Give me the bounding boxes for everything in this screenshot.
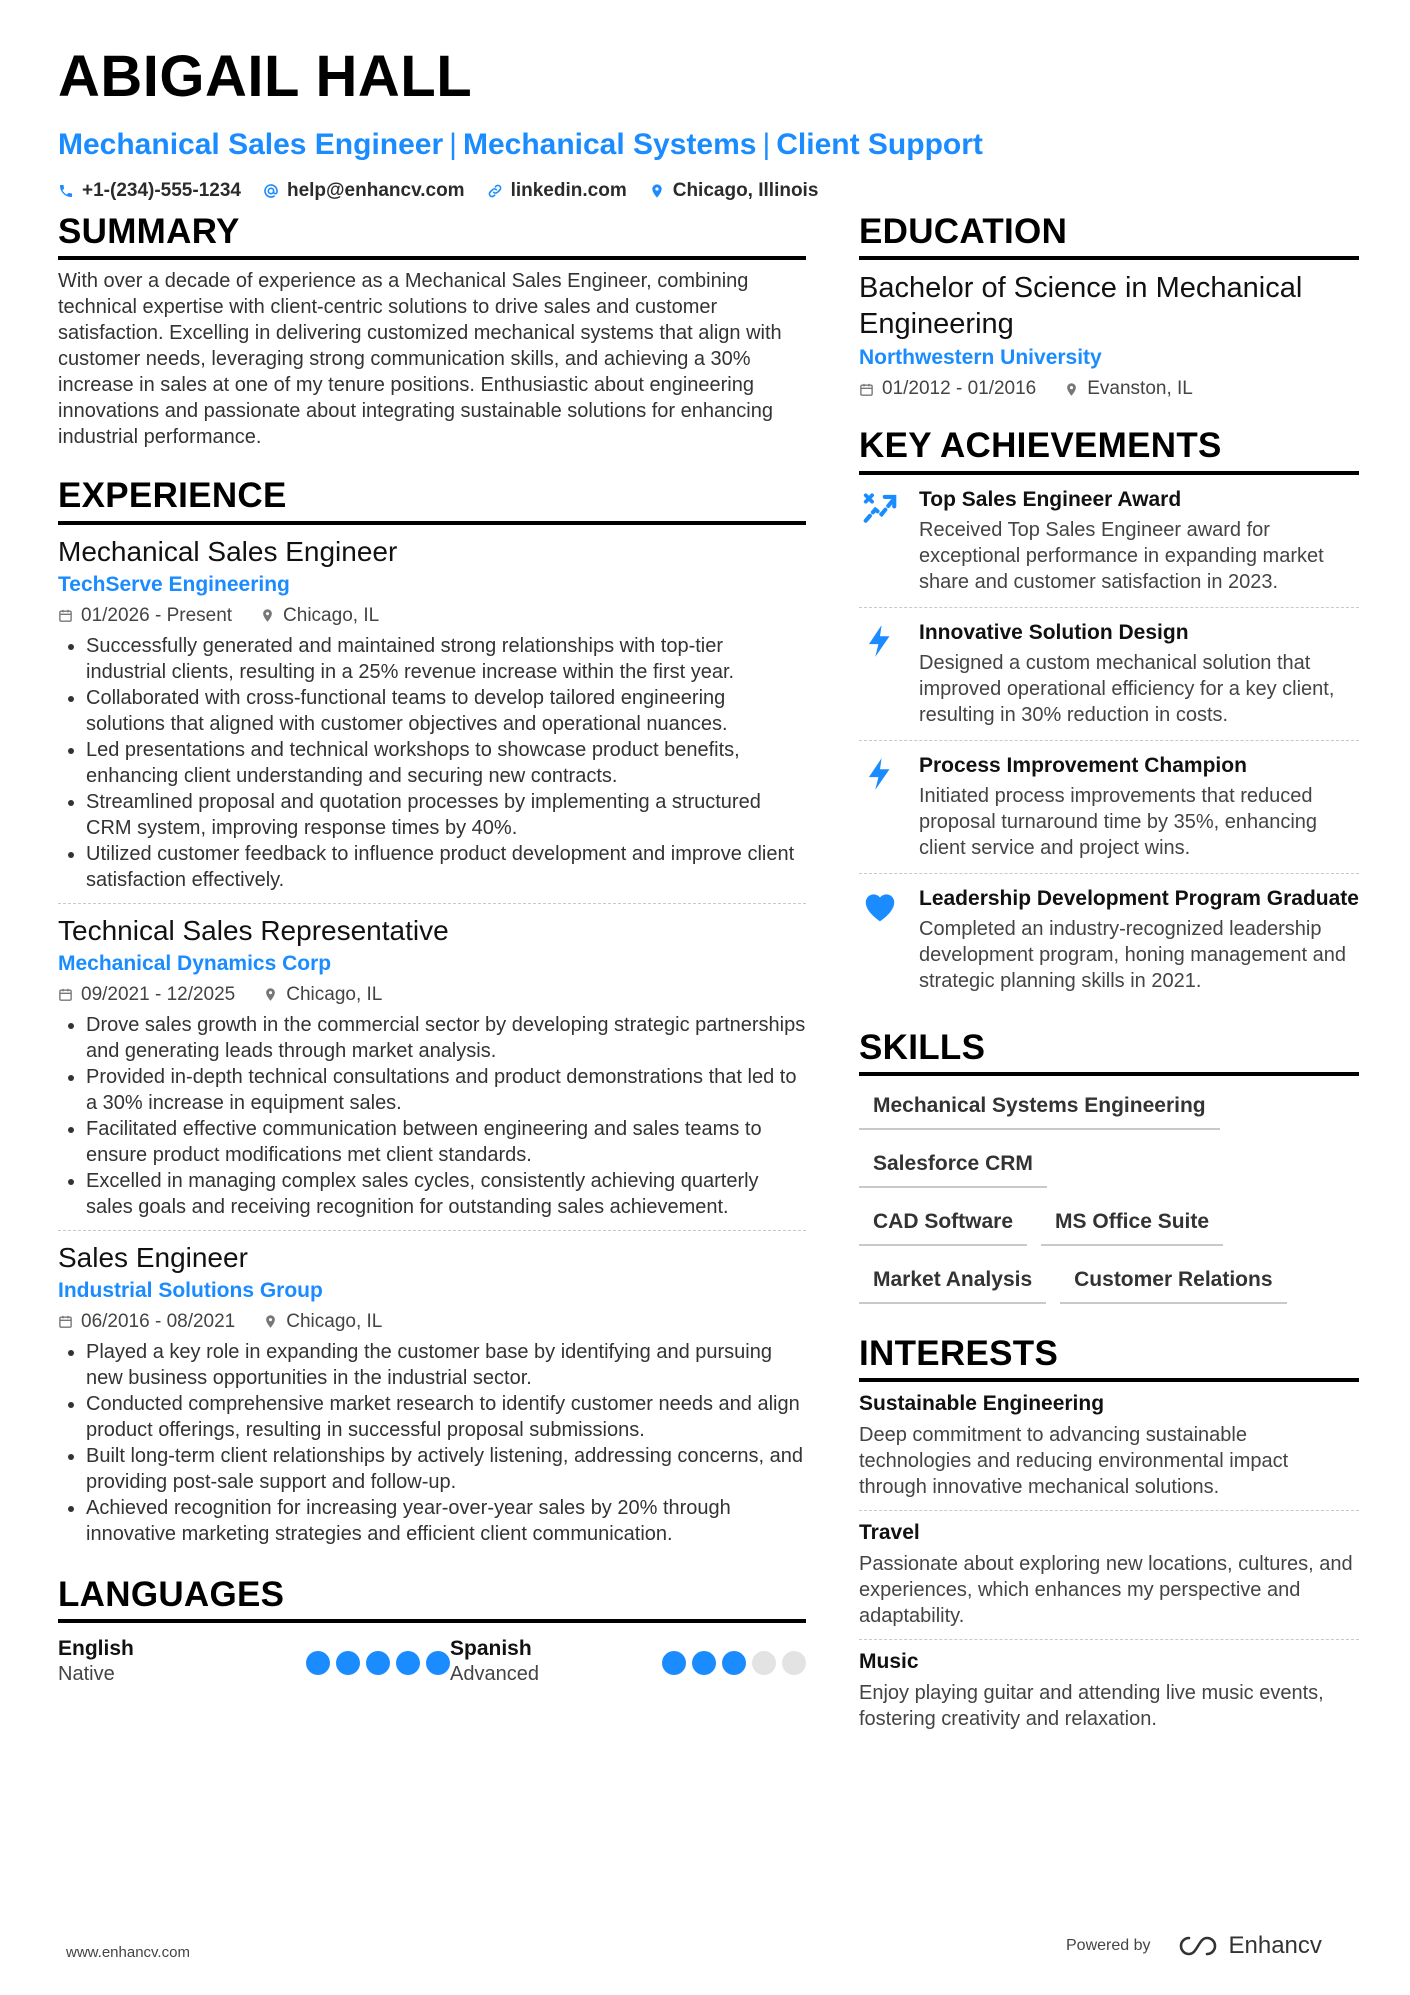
footer-website[interactable]: www.enhancv.com [66, 1944, 190, 1961]
proficiency-dots [662, 1651, 806, 1686]
contact-email[interactable] [263, 180, 465, 202]
bullet-item: • Played a key role in expanding the customer base by identifying and pursuing new business opportunities in the industrial sector. [86, 1339, 806, 1391]
interest-desc: Passionate about exploring new locations, cultures, and experiences, which enhances my perspective and adaptability. [859, 1553, 1353, 1627]
bullet-item: • Provided in-depth technical consultations and product demonstrations that led to a 30% increase in equipment sales. [86, 1064, 806, 1116]
language-level: Advanced [450, 1662, 539, 1685]
trend-arrow-icon [861, 489, 899, 527]
proficiency-dot-empty [752, 1651, 776, 1675]
location-pin-icon [263, 987, 278, 1002]
job-meta [58, 605, 806, 627]
job-location: Chicago, IL [283, 604, 380, 626]
bullet-item: • Utilized customer feedback to influence product development and improve client satisfaction effectively. [86, 841, 806, 893]
location-pin-icon [260, 608, 275, 623]
education-degree: Bachelor of Science in Mechanical Engineering [859, 272, 1303, 341]
experience-section [58, 476, 806, 1556]
contact-location [649, 180, 819, 202]
achievement-desc: Received Top Sales Engineer award for exceptional performance in expanding market share and customer satisfaction in 2023. [919, 518, 1324, 593]
headline-part: Mechanical Sales Engineer [58, 128, 444, 161]
achievement-title: Leadership Development Program Graduate [919, 886, 1359, 910]
contact-bar [58, 180, 1358, 202]
achievement-desc: Completed an industry-recognized leadership development program, honing management and strategic planning skills in 2021. [919, 917, 1346, 992]
at-icon [263, 183, 279, 199]
location-pin-icon [263, 1314, 278, 1329]
interest-item [859, 1382, 1359, 1511]
language-name: Spanish [450, 1636, 532, 1660]
achievement-title: Innovative Solution Design [919, 620, 1189, 644]
bullet-item: • Achieved recognition for increasing year-over-year sales by 20% through innovative marketing strategies and efficient client communication. [86, 1495, 806, 1547]
bullet-item: • Led presentations and technical workshops to showcase product benefits, enhancing client understanding and securing new contracts. [86, 737, 806, 789]
bullet-item: • Conducted comprehensive market research to identify customer needs and align product offerings, resulting in successful proposal submissions. [86, 1391, 806, 1443]
achievement-desc: Designed a custom mechanical solution that improved operational efficiency for a key client, resulting in 30% reduction in costs. [919, 651, 1335, 726]
phone-icon [58, 183, 74, 199]
skill-list [859, 1090, 1359, 1304]
section-title: SUMMARY [58, 212, 806, 260]
job-entry [58, 904, 806, 1231]
calendar-icon [859, 382, 874, 397]
location-text: Chicago, Illinois [672, 180, 819, 201]
achievement-item [859, 874, 1359, 1006]
job-dates: 09/2021 - 12/2025 [81, 983, 236, 1005]
achievement-item [859, 608, 1359, 741]
resume-header [58, 44, 1358, 202]
candidate-name: ABIGAIL HALL [58, 44, 473, 109]
skill-tag: Customer Relations [1060, 1264, 1286, 1304]
right-column [859, 212, 1359, 1742]
footer-branding [1066, 1932, 1322, 1960]
section-title: LANGUAGES [58, 1575, 806, 1623]
skill-tag: Salesforce CRM [859, 1148, 1047, 1188]
interest-desc: Enjoy playing guitar and attending live music events, fostering creativity and relaxation. [859, 1682, 1324, 1730]
job-meta [58, 984, 806, 1006]
job-location: Chicago, IL [286, 983, 383, 1005]
interest-desc: Deep commitment to advancing sustainable technologies and reducing environmental impact through innovative mechanical solutions. [859, 1424, 1289, 1498]
job-location: Chicago, IL [286, 1310, 383, 1332]
phone-text: +1-(234)-555-1234 [82, 180, 241, 201]
skill-tag: MS Office Suite [1041, 1206, 1223, 1246]
bullet-item: • Successfully generated and maintained strong relationships with top-tier industrial clients, resulting in a 25% revenue increase within the first year. [86, 633, 806, 685]
skill-tag: Mechanical Systems Engineering [859, 1090, 1220, 1130]
education-school: Northwestern University [859, 346, 1102, 370]
bullet-item: • Facilitated effective communication between engineering and sales teams to ensure product modifications met client standards. [86, 1116, 806, 1168]
contact-phone[interactable] [58, 180, 241, 202]
achievement-item [859, 741, 1359, 874]
job-dates: 01/2026 - Present [81, 604, 233, 626]
section-title: EXPERIENCE [58, 476, 806, 524]
skill-tag: Market Analysis [859, 1264, 1046, 1304]
job-company: TechServe Engineering [58, 572, 290, 596]
job-company: Mechanical Dynamics Corp [58, 951, 332, 975]
job-role: Mechanical Sales Engineer [58, 535, 398, 567]
proficiency-dot-filled [662, 1651, 686, 1675]
summary-section [58, 212, 806, 450]
job-entry [58, 1231, 806, 1557]
lightning-icon [861, 622, 899, 660]
summary-text: With over a decade of experience as a Mechanical Sales Engineer, combining technical expertise with client-centric solutions to drive sales and customer satisfaction. Excelling in delivering customized mechanical systems that align with customer needs, leveraging strong communication skills, and achieving a 30% increase in sales at one of my tenure positions. Enthusiastic about engineering innovations and passionate about integrating sustainable solutions for enhancing industrial performance. [58, 270, 782, 449]
headline-part: Client Support [776, 128, 983, 161]
job-dates: 06/2016 - 08/2021 [81, 1310, 236, 1332]
interest-title: Sustainable Engineering [859, 1392, 1105, 1415]
proficiency-dot-filled [336, 1651, 360, 1675]
brand-logo[interactable] [1175, 1932, 1322, 1960]
proficiency-dot-filled [426, 1651, 450, 1675]
interest-item [859, 1511, 1359, 1640]
left-column [58, 212, 806, 1686]
education-dates: 01/2012 - 01/2016 [882, 378, 1037, 400]
language-item [450, 1637, 806, 1686]
interests-section [859, 1334, 1359, 1742]
proficiency-dot-filled [722, 1651, 746, 1675]
section-title: INTERESTS [859, 1334, 1359, 1382]
job-role: Sales Engineer [58, 1241, 248, 1273]
interest-title: Travel [859, 1521, 920, 1544]
skills-section [859, 1028, 1359, 1304]
language-list [58, 1637, 806, 1686]
proficiency-dot-empty [782, 1651, 806, 1675]
achievements-section [859, 426, 1359, 1005]
headline-separator: | [762, 128, 771, 161]
interest-title: Music [859, 1650, 919, 1673]
proficiency-dot-filled [306, 1651, 330, 1675]
proficiency-dot-filled [366, 1651, 390, 1675]
headline-part: Mechanical Systems [462, 128, 757, 161]
proficiency-dot-filled [396, 1651, 420, 1675]
section-title: EDUCATION [859, 212, 1359, 260]
job-role: Technical Sales Representative [58, 914, 449, 946]
bullet-item: • Built long-term client relationships by actively listening, addressing concerns, and providing post-sale support and follow-up. [86, 1443, 806, 1495]
achievement-item [859, 475, 1359, 608]
proficiency-dots [306, 1651, 450, 1686]
education-section [859, 212, 1359, 400]
job-entry [58, 525, 806, 904]
bullet-item: • Streamlined proposal and quotation processes by implementing a structured CRM system, improving response times by 40%. [86, 789, 806, 841]
email-text: help@enhancv.com [286, 180, 465, 201]
achievement-desc: Initiated process improvements that reduced proposal turnaround time by 35%, enhancing client service and project wins. [919, 784, 1318, 859]
proficiency-dot-filled [692, 1651, 716, 1675]
language-item [58, 1637, 450, 1686]
link-icon [487, 183, 503, 199]
skill-tag: CAD Software [859, 1206, 1027, 1246]
bullet-item: • Excelled in managing complex sales cycles, consistently achieving quarterly sales goals and receiving recognition for outstanding sales achievement. [86, 1168, 806, 1220]
calendar-icon [58, 1314, 73, 1329]
bullet-item: • Collaborated with cross-functional teams to develop tailored engineering solutions that aligned with customer objectives and operational nuances. [86, 685, 806, 737]
achievement-title: Top Sales Engineer Award [919, 487, 1182, 511]
job-bullets [58, 633, 806, 893]
heart-icon [861, 888, 899, 926]
section-title: SKILLS [859, 1028, 1359, 1076]
calendar-icon [58, 987, 73, 1002]
enhancv-logo-icon [1175, 1933, 1221, 1959]
section-title: KEY ACHIEVEMENTS [859, 426, 1359, 474]
language-level: Native [58, 1662, 115, 1685]
headline [58, 128, 1358, 162]
calendar-icon [58, 608, 73, 623]
lightning-icon [861, 755, 899, 793]
education-location: Evanston, IL [1087, 378, 1193, 400]
powered-by-text: Powered by [1066, 1937, 1151, 1954]
location-pin-icon [649, 183, 665, 199]
job-meta [58, 1311, 806, 1333]
achievement-title: Process Improvement Champion [919, 753, 1247, 777]
headline-separator: | [449, 128, 457, 161]
language-name: English [58, 1636, 134, 1660]
job-bullets [58, 1012, 806, 1220]
location-pin-icon [1064, 382, 1079, 397]
job-bullets [58, 1339, 806, 1547]
brand-name: Enhancv [1228, 1932, 1322, 1959]
linkedin-text: linkedin.com [510, 180, 627, 201]
bullet-item: • Drove sales growth in the commercial sector by developing strategic partnerships and generating leads through market analysis. [86, 1012, 806, 1064]
contact-linkedin[interactable] [487, 180, 627, 202]
education-meta [859, 378, 1359, 400]
interest-item [859, 1640, 1359, 1742]
languages-section [58, 1575, 806, 1686]
job-company: Industrial Solutions Group [58, 1278, 323, 1302]
